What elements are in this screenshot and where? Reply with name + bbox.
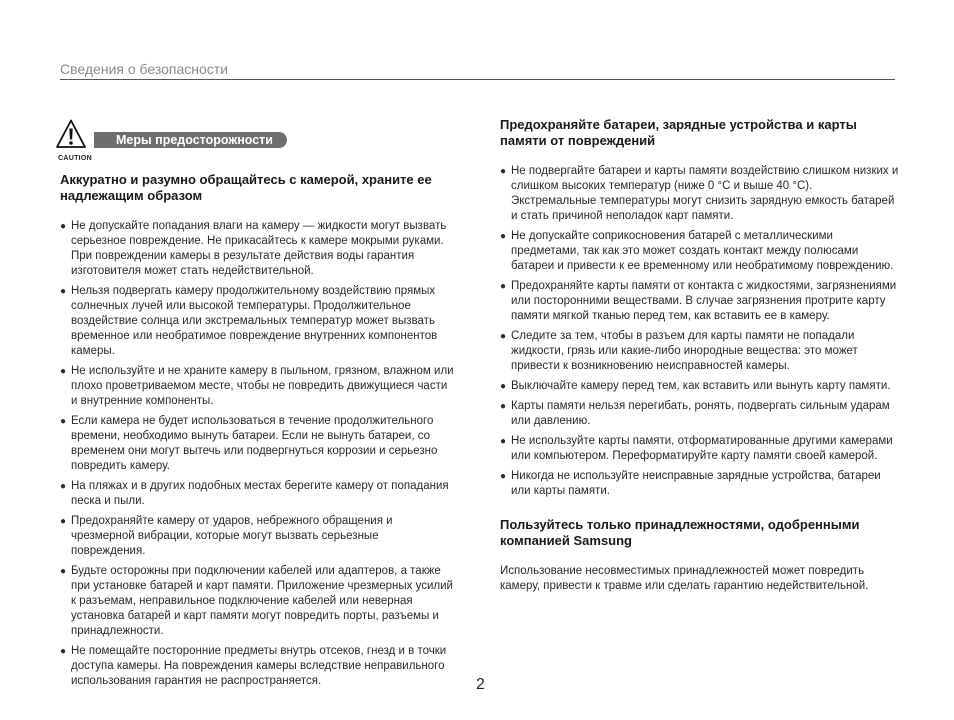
right-heading: Предохраняйте батареи, зарядные устройства и карты памяти от повреждений	[500, 117, 857, 148]
list-item: ● Выключайте камеру перед тем, как вставить или вынуть карту памяти.	[500, 379, 900, 394]
left-column	[60, 172, 455, 694]
header-title: Сведения о безопасности	[60, 61, 229, 77]
list-item: ● Не помещайте посторонние предметы внутрь отсеков, гнезд и в точки доступа камеры. На повреждения камеры вследствие неправильного использования гарантия не распространяется.	[60, 644, 455, 689]
right-bullet-list	[500, 164, 900, 499]
list-item: ● Не подвергайте батареи и карты памяти воздействию слишком низких и слишком высоких температур (ниже 0 °C и выше 40 °C). Экстремальные температуры могут снизить зарядную емкость батарей и стать причиной неполадок карт памяти.	[500, 164, 900, 224]
left-heading: Аккуратно и разумно обращайтесь с камерой, храните ее надлежащим образом	[60, 172, 432, 203]
left-bullet-list	[60, 219, 455, 689]
list-item: ● Никогда не используйте неисправные зарядные устройства, батареи или карты памяти.	[500, 469, 900, 499]
page-number: 2	[476, 676, 485, 693]
caution-banner	[56, 119, 316, 165]
list-item: ● Не допускайте соприкосновения батарей с металлическими предметами, так как это может создать контакт между полюсами батареи и привести к ее временному или необратимому повреждению.	[500, 229, 900, 274]
list-item: ● Предохраняйте камеру от ударов, небрежного обращения и чрезмерной вибрации, которые могут вызвать серьезные повреждения.	[60, 514, 455, 559]
list-item: ● Не используйте карты памяти, отформатированные другими камерами или компьютером. Переформатируйте карту памяти своей камерой.	[500, 434, 900, 464]
accessories-heading: Пользуйтесь только принадлежностями, одобренными компанией Samsung	[500, 517, 860, 548]
header-divider	[60, 79, 895, 80]
right-column	[500, 117, 900, 594]
caution-icon-word: CAUTION	[58, 155, 92, 162]
list-item: ● Предохраняйте карты памяти от контакта с жидкостями, загрязнениями или посторонними веществами. В случае загрязнения протрите карту памяти мягкой тканью перед тем, как вставить ее в камеру.	[500, 279, 900, 324]
list-item: ● На пляжах и в других подобных местах берегите камеру от попадания песка и пыли.	[60, 479, 455, 509]
list-item: ● Карты памяти нельзя перегибать, ронять, подвергать сильным ударам или давлению.	[500, 399, 900, 429]
list-item: ● Нельзя подвергать камеру продолжительному воздействию прямых солнечных лучей или высокой температуры. Продолжительное воздействие солнца или экстремальных температур может вызвать временное или необратимое повреждение внутренних компонентов камеры.	[60, 284, 455, 359]
list-item: ● Не допускайте попадания влаги на камеру — жидкости могут вызвать серьезное повреждение. Не прикасайтесь к камере мокрыми руками. При повреждении камеры в результате действия воды гарантия изготовителя может стать недействительной.	[60, 219, 455, 279]
list-item: ● Будьте осторожны при подключении кабелей или адаптеров, а также при установке батарей и карт памяти. Приложение чрезмерных усилий к разъемам, неправильное подключение кабелей или неверная установка батарей и карт памяти могут повредить порты, разъемы и принадлежности.	[60, 564, 455, 639]
list-item: ● Не используйте и не храните камеру в пыльном, грязном, влажном или плохо проветриваемом месте, чтобы не повредить движущиеся части и внутренние компоненты.	[60, 364, 455, 409]
list-item: ● Следите за тем, чтобы в разъем для карты памяти не попадали жидкости, грязь или какие-либо инородные вещества: это может привести к возникновению неисправностей камеры.	[500, 329, 900, 374]
list-item: ● Если камера не будет использоваться в течение продолжительного времени, необходимо вынуть батареи. Если не вынуть батареи, со временем они могут вытечь или подвергнуться коррозии и серьезно повредить камеру.	[60, 414, 455, 474]
warning-triangle-icon	[56, 119, 86, 149]
accessories-text: Использование несовместимых принадлежностей может повредить камеру, привести к травме или сделать гарантию недействительной.	[500, 565, 869, 592]
caution-label: Меры предосторожности	[94, 132, 287, 148]
